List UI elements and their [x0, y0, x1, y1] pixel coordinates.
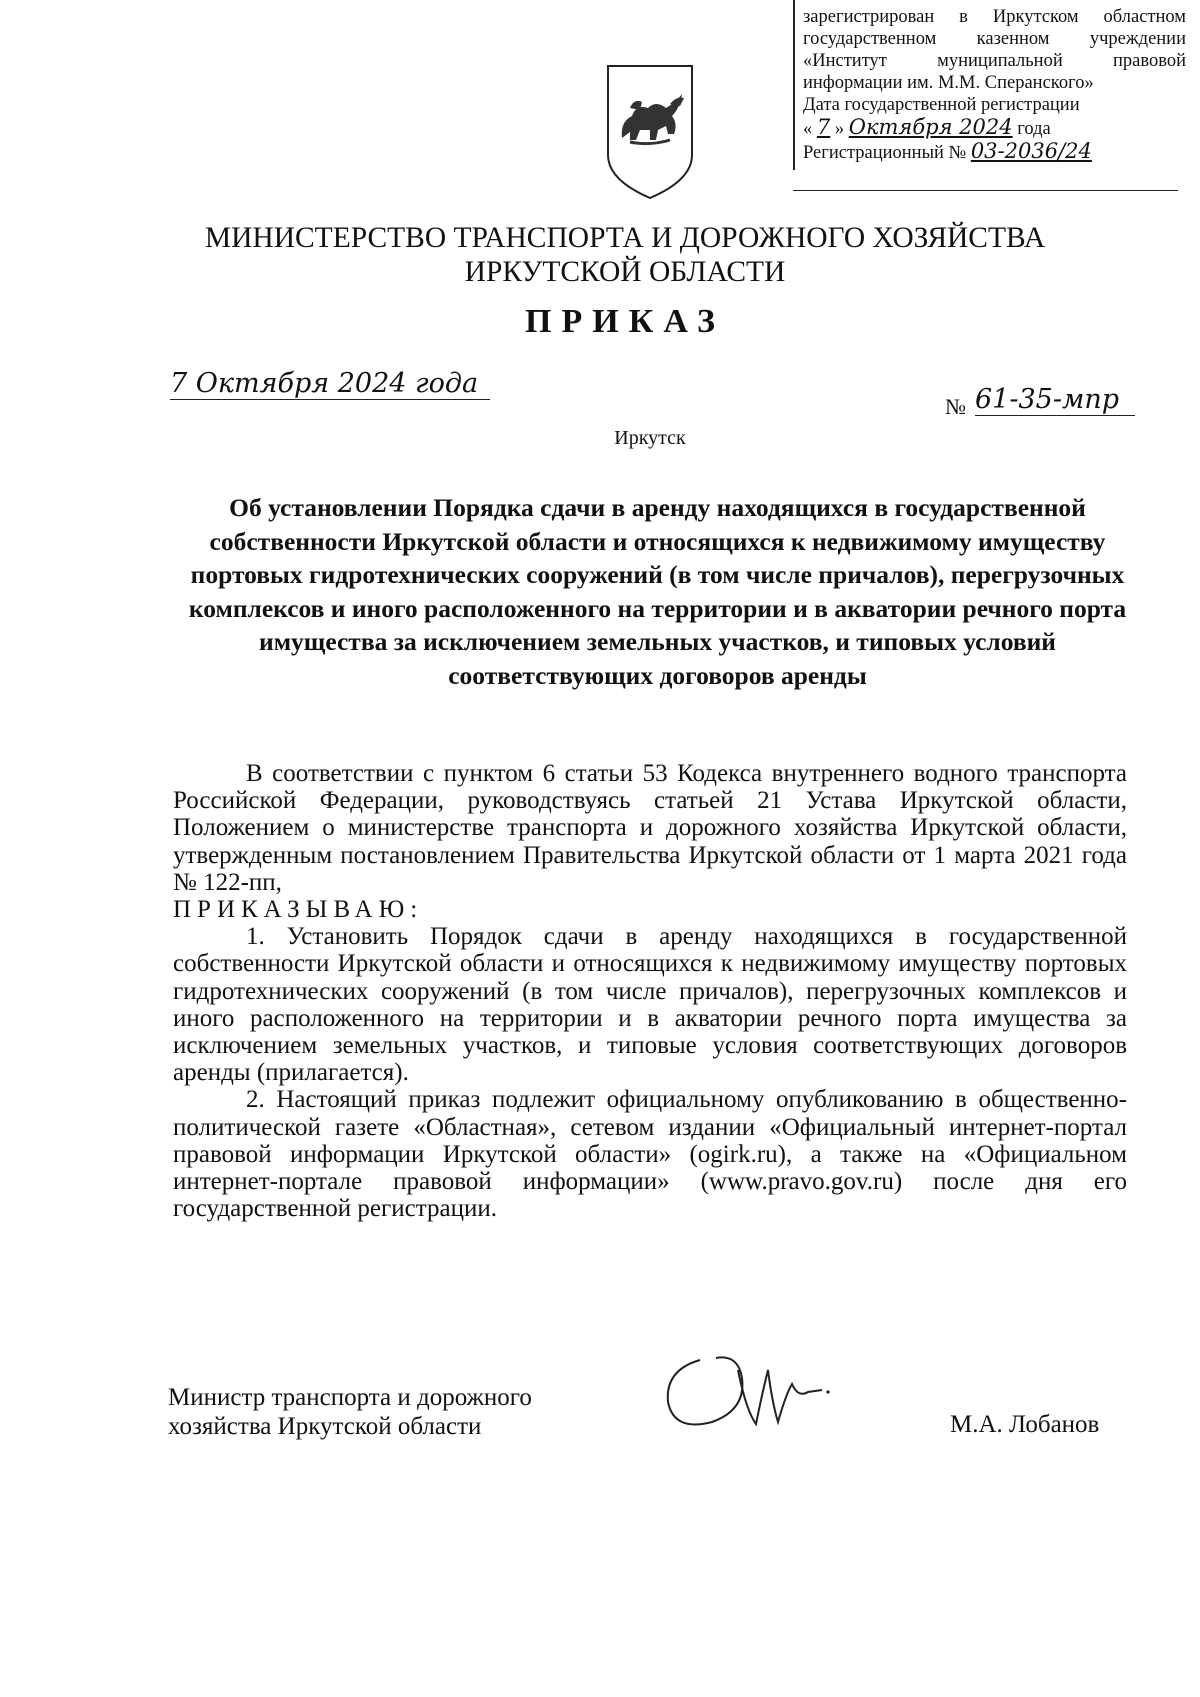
stamp-line: государственном казенном учреждении — [803, 29, 1186, 49]
stamp-reg-number: 03-2036/24 — [970, 139, 1092, 163]
stamp-reg-label: Регистрационный № — [803, 143, 967, 163]
signatory-title-line2: хозяйства Иркутской области — [168, 1413, 482, 1440]
order-number-label: № — [945, 394, 966, 419]
stamp-line: информации им. М.М. Сперанского» — [803, 73, 1094, 93]
item-1: 1. Установить Порядок сдачи в аренду находящихся в государственной собственности Иркутской области и относящихся к недвижимому имуществу портовых гидротехнических сооружений (в том числе причалов), перегрузочных комплексов и иного расположенного на территории и в акватории речного порта имущества за исключением земельных участков, и типовые условия соответствующих договоров аренды (прилагается). — [173, 923, 1127, 1087]
decree-word: ПРИКАЗЫВАЮ: — [173, 896, 424, 924]
coat-of-arms-icon — [600, 60, 700, 205]
stamp-line: Дата государственной регистрации — [803, 95, 1080, 115]
stamp-divider — [793, 190, 1178, 191]
signatory-title-line1: Министр транспорта и дорожного — [168, 1384, 532, 1411]
handwritten-signature-icon — [650, 1340, 910, 1440]
stamp-line: «Институт муниципальной правовой — [803, 51, 1186, 71]
document-type: ПРИКАЗ — [525, 303, 725, 340]
city: Иркутск — [614, 427, 686, 449]
stamp-registration — [803, 140, 1186, 164]
signatory-title — [168, 1383, 532, 1441]
ministry-name — [200, 221, 1050, 289]
stamp-date — [803, 116, 1186, 140]
order-date: 7 Октября 2024 года — [170, 368, 490, 400]
stamp-date-day: 7 — [816, 115, 831, 139]
ministry-name-line2: ИРКУТСКОЙ ОБЛАСТИ — [464, 256, 786, 288]
preamble: В соответствии с пунктом 6 статьи 53 Кодекса внутреннего водного транспорта Российской Федерации, руководствуясь статьей 21 Устава Иркутской области, Положением о министерстве транспорта и дорожного хозяйства Иркутской области, утвержденным постановлением Правительства Иркутской области от 1 марта 2021 года № 122-пп, — [173, 760, 1127, 896]
stamp-date-month-year: Октября 2024 — [848, 115, 1013, 139]
item-2: 2. Настоящий приказ подлежит официальному опубликованию в общественно-политической газете «Областная», сетевом издании «Официальный интернет-портал правовой информации Иркутской области» (ogirk.ru), а также на «Официальном интернет-портале правовой информации» (www.pravo.gov.ru) после дня его государственной регистрации. — [173, 1086, 1127, 1223]
stamp-date-close: » — [834, 119, 845, 139]
order-body — [173, 760, 1127, 1222]
order-number: 61-35-мпр — [975, 384, 1135, 416]
stamp-date-open: « — [803, 119, 813, 139]
registration-stamp — [803, 6, 1186, 164]
signatory-name: М.А. Лобанов — [950, 1411, 1100, 1438]
ministry-name-line1: МИНИСТЕРСТВО ТРАНСПОРТА И ДОРОЖНОГО ХОЗЯЙСТВА — [204, 222, 1046, 254]
stamp-date-suffix: года — [1017, 119, 1051, 139]
stamp-border — [793, 0, 795, 170]
order-subject: Об установлении Порядка сдачи в аренду находящихся в государственной собственности Иркутской области и относящихся к недвижимому имуществу портовых гидротехнических сооружений (в том числе причалов), перегрузочных комплексов и иного расположенного на территории и в акватории речного порта имущества за исключением земельных участков, и типовых условий соответствующих договоров аренды — [188, 493, 1127, 690]
stamp-line: зарегистрирован в Иркутском областном — [803, 7, 1186, 27]
